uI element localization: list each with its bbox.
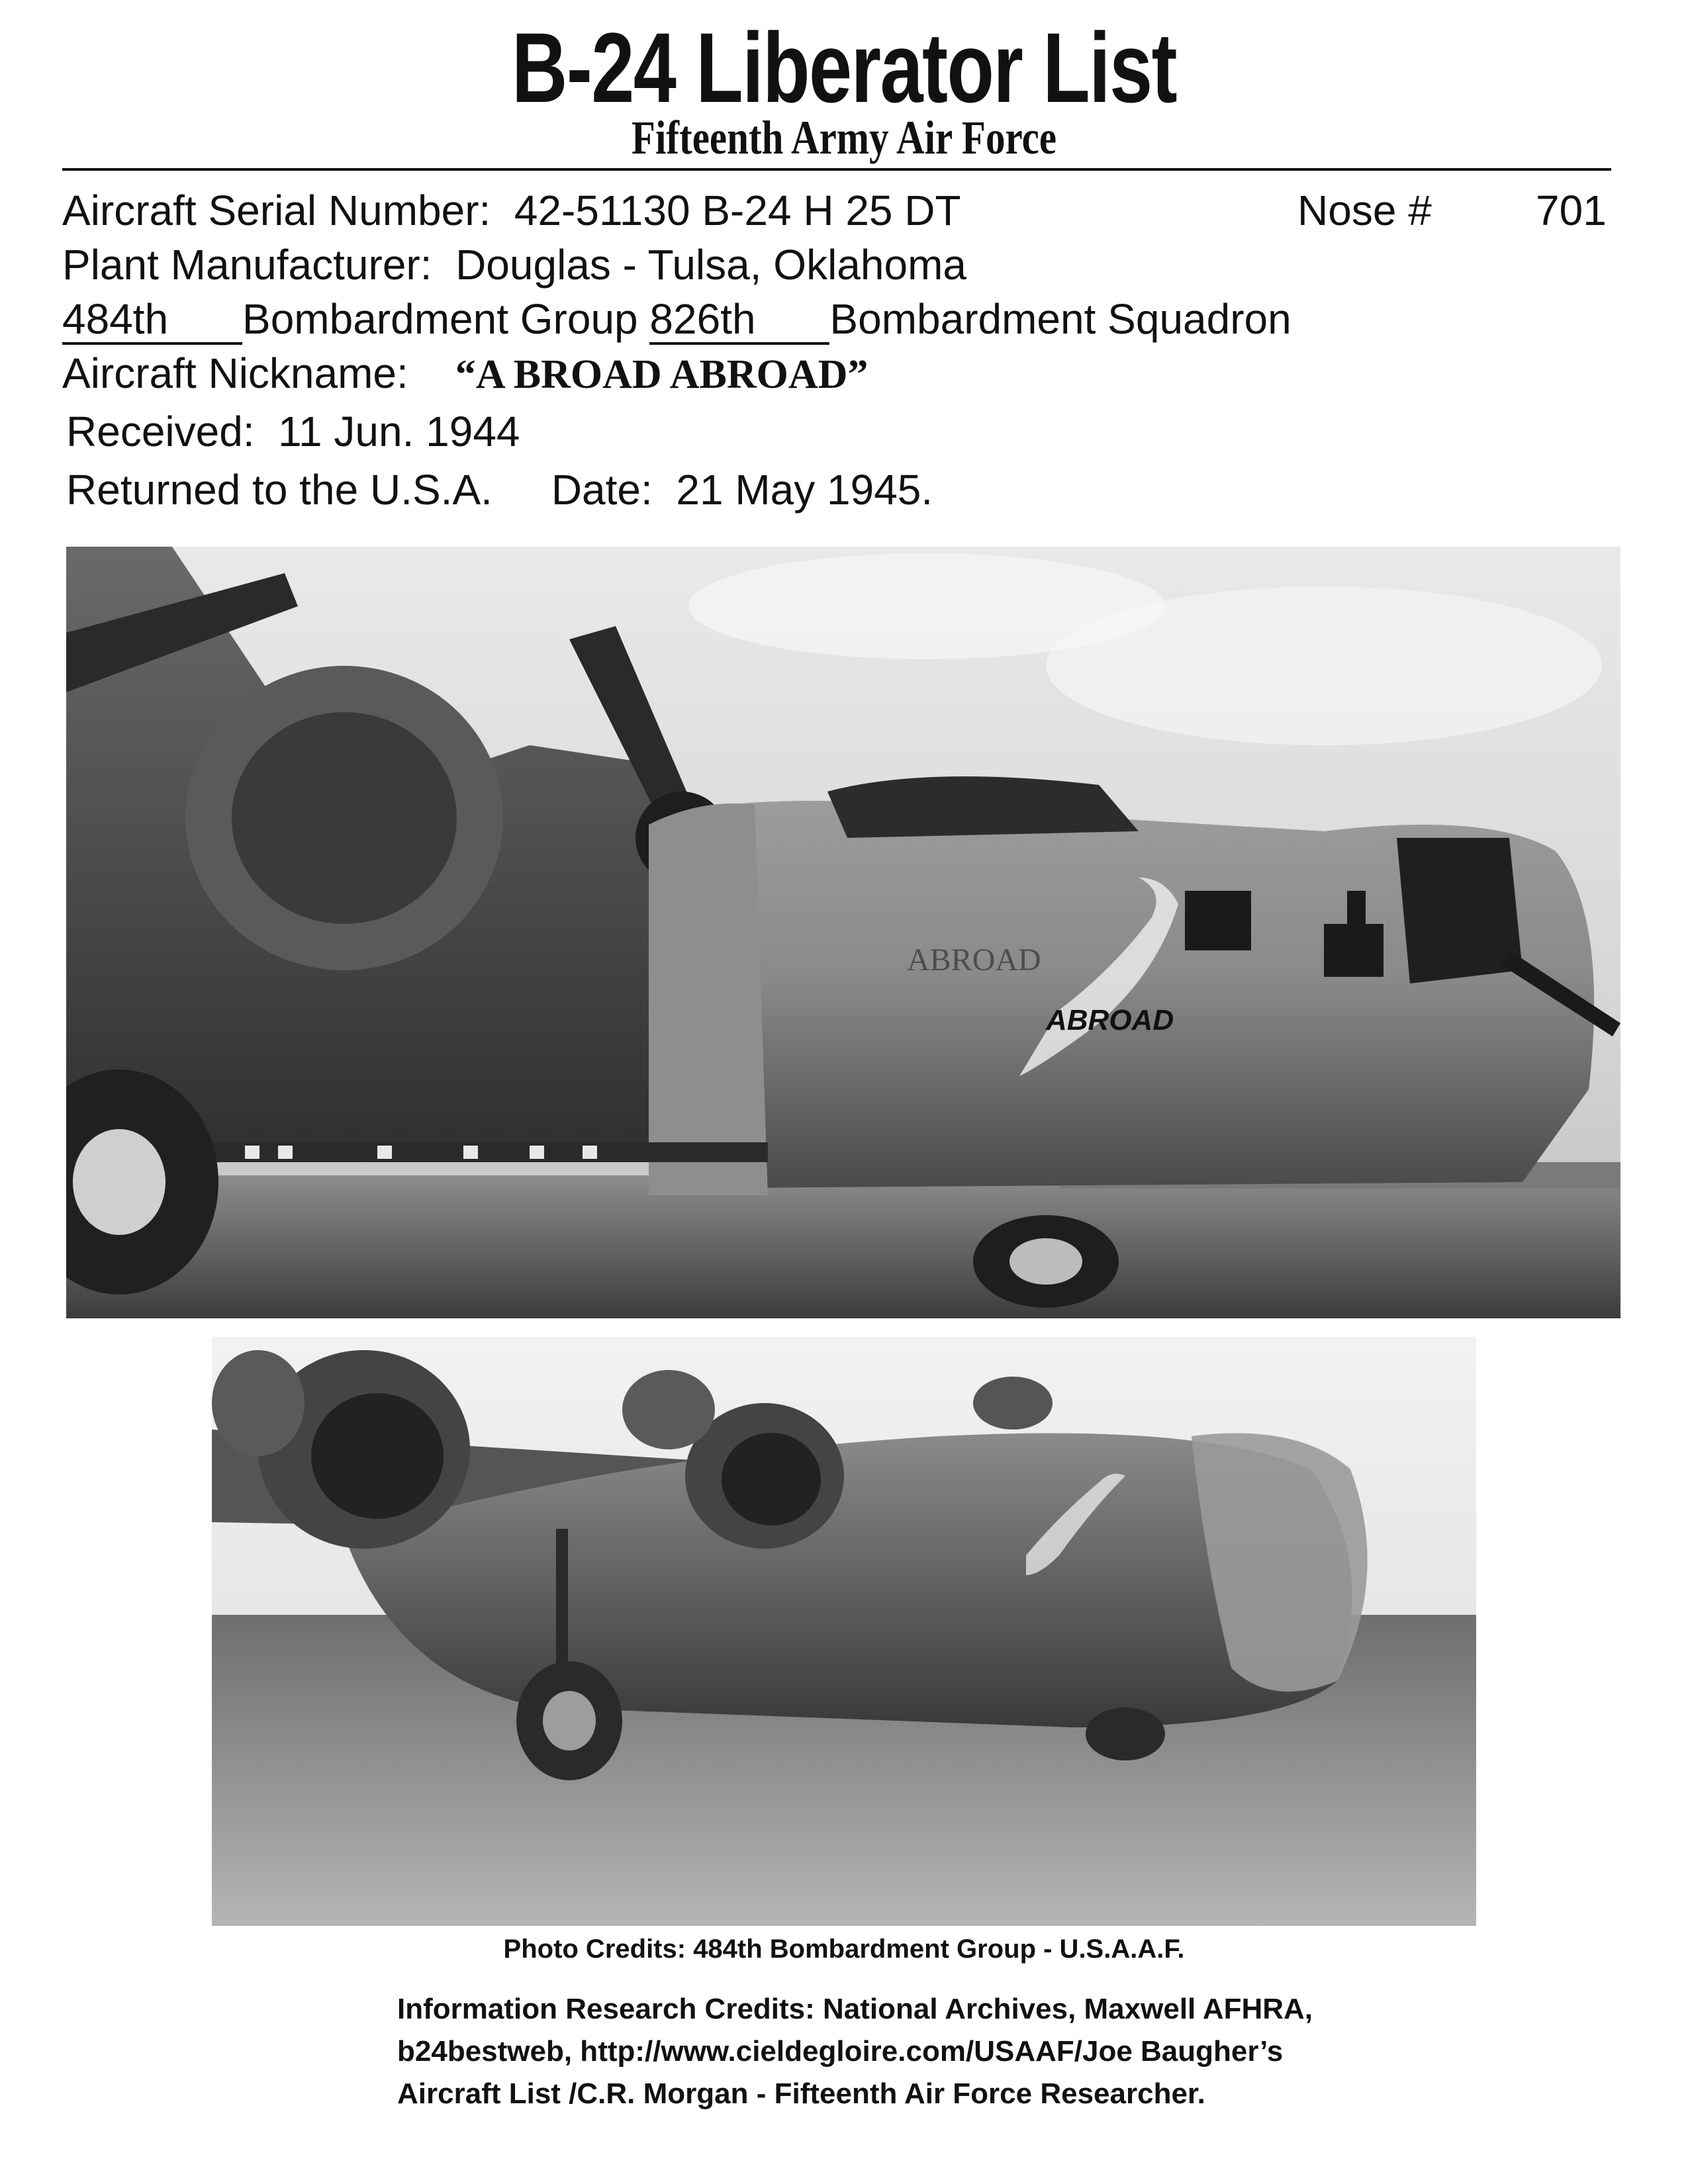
plant-label: Plant Manufacturer:: [62, 241, 432, 289]
unit-row: [62, 293, 1291, 345]
research-credits-line-3: Aircraft List /C.R. Morgan - Fifteenth Air Force Researcher.: [397, 2077, 1205, 2110]
page-subtitle: Fifteenth Army Air Force: [631, 111, 1057, 164]
nickname-row: [62, 347, 868, 401]
nickname-value: “A BROAD ABROAD”: [455, 352, 868, 397]
squadron-label: Bombardment Squadron: [829, 295, 1291, 343]
returned-date-value: 21 May 1945.: [676, 466, 933, 514]
serial-value: 42-51130 B-24 H 25 DT: [514, 187, 961, 234]
nose-label: Nose #: [1297, 187, 1432, 234]
serial-row: [62, 184, 961, 237]
research-credits-line-1: Information Research Credits: National Archives, Maxwell AFHRA,: [397, 1993, 1313, 2025]
received-row: [66, 405, 520, 458]
aircraft-photo-nose: [66, 547, 1620, 1318]
squadron-number: 826th: [649, 296, 829, 345]
group-label: Bombardment Group: [242, 295, 638, 343]
aircraft-photo-side: [212, 1337, 1476, 1926]
nose-art-faded-text: ABROAD: [907, 942, 1041, 978]
group-number: 484th: [62, 296, 242, 345]
received-value: 11 Jun. 1944: [278, 408, 520, 455]
nose-value-field: [1536, 184, 1607, 237]
returned-date-label: Date:: [551, 466, 653, 514]
research-credits-line-2: b24bestweb, http://www.cieldegloire.com/USAAF/Joe Baugher’s: [397, 2035, 1284, 2068]
received-label: Received:: [66, 408, 255, 455]
returned-row: [66, 463, 933, 516]
returned-label: Returned to the U.S.A.: [66, 466, 492, 514]
nickname-label: Aircraft Nickname:: [62, 349, 408, 397]
nose-field: [1297, 184, 1432, 237]
plant-value: Douglas - Tulsa, Oklahoma: [455, 241, 966, 289]
plant-row: [62, 238, 966, 291]
aircraft-photo-nose-image: [66, 547, 1620, 1318]
photo-credits: Photo Credits: 484th Bombardment Group - U.S.A.A.F.: [503, 1934, 1185, 1964]
nose-value: 701: [1536, 187, 1607, 234]
title-divider: [62, 168, 1611, 171]
serial-label: Aircraft Serial Number:: [62, 187, 491, 234]
aircraft-photo-side-image: [212, 1337, 1476, 1926]
nose-art-text: ABROAD: [1046, 1004, 1174, 1036]
page-title: B-24 Liberator List: [511, 12, 1177, 123]
